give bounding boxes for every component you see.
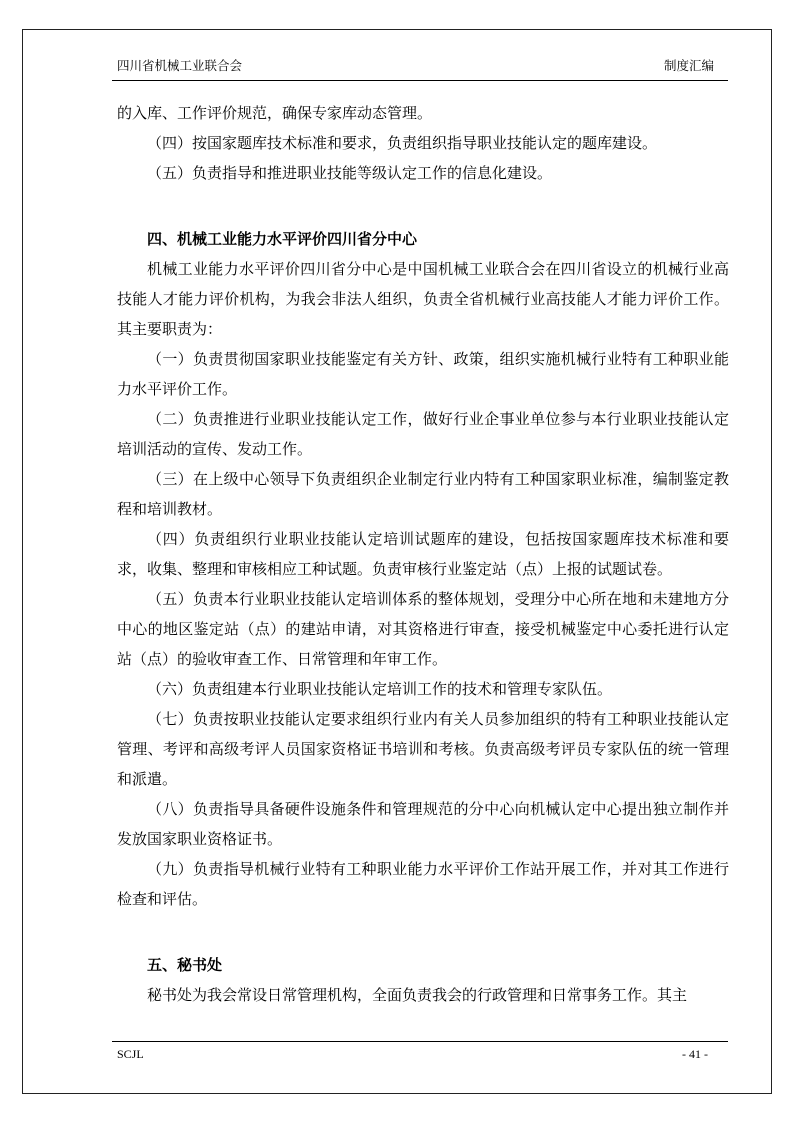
paragraph-item-5: （五）负责指导和推进职业技能等级认定工作的信息化建设。 (147, 164, 553, 182)
duty-item-4: （四）负责组织行业职业技能认定培训试题库的建设，包括按国家题库技术标准和要求，收集、整理和审核相应工种试题。负责审核行业鉴定站（点）上报的试题试卷。 (117, 530, 729, 578)
duty-item-6: （六）负责组建本行业职业技能认定培训工作的技术和管理专家队伍。 (147, 680, 613, 698)
page-number: - 41 - (682, 1047, 708, 1061)
header-divider (112, 80, 728, 81)
duty-item-3: （三）在上级中心领导下负责组织企业制定行业内特有工种国家职业标准，编制鉴定教程和培训教材。 (117, 470, 729, 518)
section-gap (117, 914, 729, 950)
section-heading-5: 五、秘书处 (147, 956, 223, 974)
paragraph-continued: 的入库、工作评价规范，确保专家库动态管理。 (117, 104, 433, 122)
header-org-name: 四川省机械工业联合会 (117, 58, 243, 73)
duty-item-7: （七）负责按职业技能认定要求组织行业内有关人员参加组织的特有工种职业技能认定管理、考评和高级考评人员国家资格证书培训和考核。负责高级考评员专家队伍的统一管理和派遣。 (117, 710, 729, 788)
section-heading-4: 四、机械工业能力水平评价四川省分中心 (147, 230, 418, 248)
duty-item-1: （一）负责贯彻国家职业技能鉴定有关方针、政策，组织实施机械行业特有工种职业能力水平评价工作。 (117, 350, 729, 398)
header-doc-title: 制度汇编 (663, 58, 714, 73)
paragraph-item-4: （四）按国家题库技术标准和要求，负责组织指导职业技能认定的题库建设。 (147, 134, 658, 152)
footer-code: SCJL (117, 1047, 144, 1061)
duty-item-8: （八）负责指导具备硬件设施条件和管理规范的分中心向机械认定中心提出独立制作并发放国家职业资格证书。 (117, 800, 729, 848)
duty-item-2: （二）负责推进行业职业技能认定工作，做好行业企事业单位参与本行业职业技能认定培训活动的宣传、发动工作。 (117, 410, 729, 458)
section-intro-5: 秘书处为我会常设日常管理机构，全面负责我会的行政管理和日常事务工作。其主 (147, 986, 688, 1004)
duty-item-9: （九）负责指导机械行业特有工种职业能力水平评价工作站开展工作，并对其工作进行检查和评估。 (117, 860, 729, 908)
section-gap (117, 188, 729, 224)
duty-item-5: （五）负责本行业职业技能认定培训体系的整体规划，受理分中心所在地和未建地方分中心的地区鉴定站（点）的建站申请，对其资格进行审查，接受机械鉴定中心委托进行认定站（点）的验收审查工作、日常管理和年审工作。 (117, 590, 729, 668)
footer-divider (112, 1041, 728, 1042)
document-body (117, 98, 729, 1010)
section-intro-4: 机械工业能力水平评价四川省分中心是中国机械工业联合会在四川省设立的机械行业高技能人才能力评价机构，为我会非法人组织，负责全省机械行业高技能人才能力评价工作。其主要职责为： (117, 260, 729, 338)
